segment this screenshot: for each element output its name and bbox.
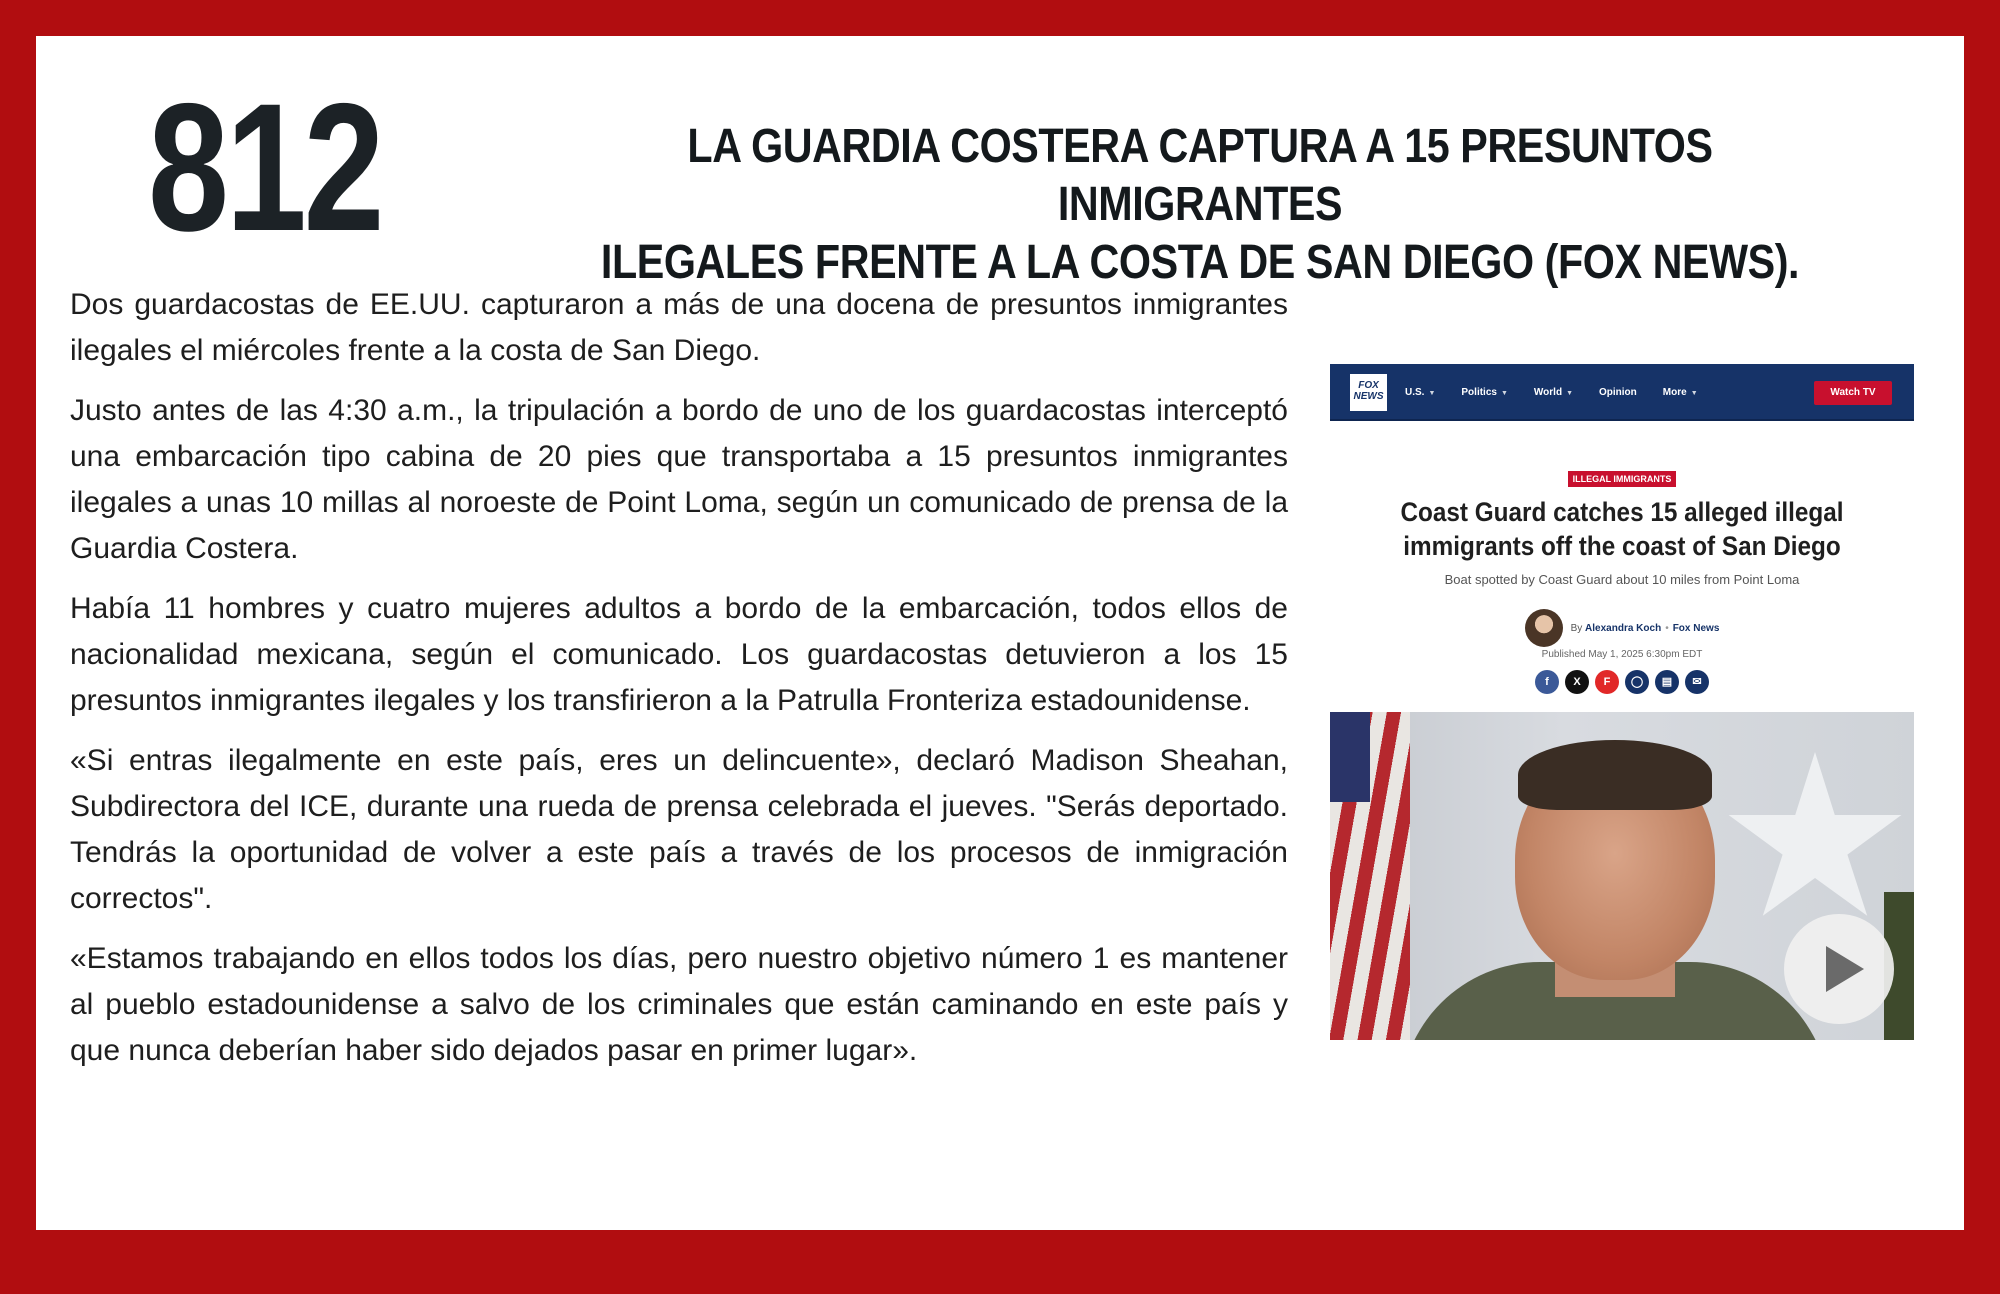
- logo-line: NEWS: [1353, 391, 1384, 402]
- email-icon[interactable]: ✉: [1685, 670, 1709, 694]
- person-hair: [1518, 740, 1712, 810]
- flag-canton: [1330, 712, 1370, 802]
- flipboard-icon[interactable]: F: [1595, 670, 1619, 694]
- separator-dot: •: [1665, 622, 1669, 634]
- post-number: 812: [148, 65, 382, 269]
- chevron-down-icon: ▼: [1428, 390, 1436, 397]
- nav-label: World: [1533, 387, 1563, 398]
- share-bar: [1330, 670, 1914, 694]
- play-icon[interactable]: [1784, 914, 1894, 1024]
- fox-news-screenshot: [1330, 364, 1914, 1040]
- tag-wrap: [1330, 467, 1914, 485]
- logo-line: FOX: [1358, 380, 1379, 391]
- category-tag[interactable]: ILLEGAL IMMIGRANTS: [1568, 471, 1677, 487]
- author-avatar[interactable]: [1525, 609, 1563, 647]
- headline-line: ILEGALES FRENTE A LA COSTA DE SAN DIEGO (FOX NEWS).: [600, 236, 1800, 289]
- author-link[interactable]: Alexandra Koch: [1585, 622, 1662, 634]
- fox-article-title: [1330, 495, 1914, 563]
- comment-icon[interactable]: ◯: [1625, 670, 1649, 694]
- fox-title-line: immigrants off the coast of San Diego: [1403, 531, 1841, 561]
- headline: [500, 118, 1900, 292]
- headline-line: LA GUARDIA COSTERA CAPTURA A 15 PRESUNTOS INMIGRANTES: [687, 120, 1713, 231]
- video-player[interactable]: [1330, 712, 1914, 1040]
- outlet-link[interactable]: Fox News: [1672, 622, 1720, 634]
- fox-news-logo[interactable]: [1350, 374, 1387, 411]
- chevron-down-icon: ▼: [1500, 390, 1508, 397]
- watch-tv-button[interactable]: Watch TV: [1814, 381, 1892, 405]
- nav-label: U.S.: [1405, 387, 1425, 398]
- chevron-down-icon: ▼: [1690, 390, 1698, 397]
- print-icon[interactable]: ▤: [1655, 670, 1679, 694]
- byline: [1330, 609, 1914, 647]
- nav-item-opinion[interactable]: Opinion: [1599, 387, 1637, 398]
- article-paragraph: «Estamos trabajando en ellos todos los días, pero nuestro objetivo número 1 es mantener al pueblo estadounidense a salvo de los criminales que están caminando en este país y que nunca deberían haber sido dejados pasar en primer lugar».: [70, 942, 1288, 1067]
- published-date: Published May 1, 2025 6:30pm EDT: [1541, 649, 1703, 660]
- byline-text: [1571, 623, 1720, 634]
- article-body: [70, 282, 1288, 1088]
- nav-item-us[interactable]: [1405, 387, 1435, 398]
- article-paragraph: «Si entras ilegalmente en este país, eres un delincuente», declaró Madison Sheahan, Subdirectora del ICE, durante una rueda de prensa celebrada el jueves. "Serás deportado. Tendrás la oportunidad de volver a este país a través de los procesos de inmigración correctos".: [70, 744, 1288, 915]
- nav-label: Politics: [1461, 387, 1497, 398]
- fox-nav-bar: [1330, 364, 1914, 421]
- article-paragraph: Había 11 hombres y cuatro mujeres adultos a bordo de la embarcación, todos ellos de nacionalidad mexicana, según el comunicado. Los guardacostas detuvieron a los 15 presuntos inmigrantes ilegales y los transfirieron a la Patrulla Fronteriza estadounidense.: [70, 592, 1288, 717]
- nav-label: More: [1662, 387, 1687, 398]
- fox-nav-menu: [1405, 364, 1698, 421]
- x-icon[interactable]: X: [1565, 670, 1589, 694]
- nav-item-politics[interactable]: [1461, 387, 1508, 398]
- article-paragraph: Dos guardacostas de EE.UU. capturaron a más de una docena de presuntos inmigrantes ilegales el miércoles frente a la costa de San Diego.: [70, 288, 1288, 367]
- fox-article-subtitle: Boat spotted by Coast Guard about 10 miles from Point Loma: [1444, 572, 1800, 587]
- article-paragraph: Justo antes de las 4:30 a.m., la tripulación a bordo de uno de los guardacostas interceptó una embarcación tipo cabina de 20 pies que transportaba a 15 presuntos inmigrantes ilegales a unas 10 millas al noroeste de Point Loma, según un comunicado de prensa de la Guardia Costera.: [70, 394, 1288, 565]
- by-prefix: By: [1570, 622, 1583, 634]
- chevron-down-icon: ▼: [1566, 390, 1573, 397]
- nav-item-more[interactable]: [1663, 387, 1698, 398]
- star-emblem: [1725, 752, 1905, 932]
- nav-item-world[interactable]: [1534, 387, 1573, 398]
- facebook-icon[interactable]: f: [1535, 670, 1559, 694]
- fox-title-line: Coast Guard catches 15 alleged illegal: [1400, 497, 1844, 527]
